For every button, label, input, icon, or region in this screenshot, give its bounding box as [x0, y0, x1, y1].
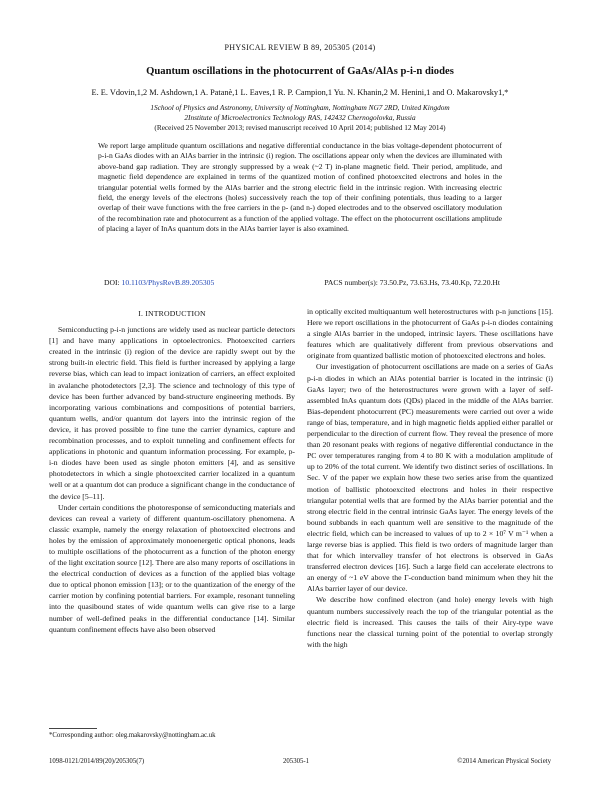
doi-link[interactable]: 10.1103/PhysRevB.89.205305 [121, 278, 215, 287]
left-column [49, 308, 295, 635]
affiliation-1: 1School of Physics and Astronomy, University of Nottingham, Nottingham NG7 2RD, United Kingdom [150, 103, 450, 112]
received-dates: (Received 25 November 2013; revised manuscript received 10 April 2014; published 12 May 2014) [154, 123, 446, 132]
footer-copyright: ©2014 American Physical Society [457, 758, 551, 765]
footer-issn: 1098-0121/2014/89(20)/205305(7) [49, 758, 145, 765]
paragraph: We describe how confined electron (and hole) energy levels with high quantum numbers successively reach the top of the triangular potential as the electric field is increased. This causes the tails of their Airy-type wave functions near the classical turning point of the potential to overlap strongly with the high [307, 595, 553, 649]
paragraph: in optically excited multiquantum well heterostructures with p-n junctions [15]. Here we report oscillations in the photocurrent of GaAs p-i-n diodes containing a single AlAs barrier in the undoped, intrinsic layers. These oscillations have features which are qualitatively different from previous observations and originate from quantized ballistic motion of photoexcited electrons and holes. [307, 307, 553, 361]
section-heading: I. INTRODUCTION [138, 309, 206, 318]
paragraph: Under certain conditions the photoresponse of semiconducting materials and devices can reveal a variety of different quantum-oscillatory phenomena. A classic example, namely the energy relaxation of photoexcited electrons and holes by the emission of approximately monoenergetic optical phonons, leads to multiple oscillations of the photocurrent as a function of the photon energy of the light excitation source [12]. There are also many reports of oscillations in the electrical conduction of devices as a function of the applied bias voltage due to optical phonon emission [13]; or to the quantization of the energy of the carrier motion by confining potential barriers. For example, resonant tunneling into the quasibound states of wide quantum wells can give rise to a large number of well-defined peaks in the differential conductance [14]. Similar quantum confinement effects have also been observed [49, 502, 295, 634]
right-column [307, 306, 553, 650]
paper-title: Quantum oscillations in the photocurrent of GaAs/AlAs p-i-n diodes [146, 66, 454, 77]
footnote: *Corresponding author: oleg.makarovsky@nottingham.ac.uk [49, 732, 216, 739]
footer-page-number: 205305-1 [283, 758, 310, 765]
doi-label: DOI: [104, 278, 120, 287]
paragraph: Our investigation of photocurrent oscillations are made on a series of GaAs p-i-n diodes in which an AlAs potential barrier is located in the intrinsic (i) GaAs layer; two of the heterostructures were grown with a layer of self-assembled InAs quantum dots (QDs) placed in the middle of the AlAs barrier. Bias-dependent photocurrent (PC) measurements were carried out over a wide range of bias, temperature, and in high magnetic fields applied either parallel or perpendicular to the direction of current flow. They reveal the presence of more than 20 resonant peaks with regions of negative differential conductance in the PC over temperatures ranging from 4 to 80 K with a modulation amplitude of up to 20% of the total current. We identify two distinct series of oscillations. In Sec. V of the paper we explain how these two series arise from the quantized motion of ballistic photoexcited electrons and holes in their respective triangular potential wells that are formed by the AlAs barrier potential and the strong electric field in the central intrinsic GaAs layer. The energy levels of the bound subbands in each quantum well are sensitive to the magnitude of the electric field, which can be increased to values of up to 2 × 10⁷ V m⁻¹ when a large reverse bias is applied. This field is two orders of magnitude larger than that for which intervalley transfer of hot electrons is observed in GaAs transferred electron devices [16]. Such a large field can accelerate electrons to an energy of ~1 eV above the Γ-conduction band minimum when they hit the AlAs barrier layer of our device. [307, 362, 553, 594]
page-footer [49, 758, 551, 768]
running-head: PHYSICAL REVIEW B 89, 205305 (2014) [224, 43, 376, 52]
affiliation-2: 2Institute of Microelectronics Technology RAS, 142432 Chernogolovka, Russia [184, 113, 416, 122]
doi-pacs-line [104, 278, 500, 287]
footnote-rule [49, 728, 97, 729]
author-list: E. E. Vdovin,1,2 M. Ashdown,1 A. Patanè,1 L. Eaves,1 R. P. Campion,1 Yu. N. Khanin,2 M. Henini,1 and O. Makarovsky1,* [91, 88, 509, 97]
pacs-numbers: PACS number(s): 73.50.Pz, 73.63.Hs, 73.40.Kp, 72.20.Ht [324, 278, 500, 287]
abstract: We report large amplitude quantum oscillations and negative differential conductance in the bias voltage-dependent photocurrent of p-i-n GaAs diodes with an AlAs barrier in the intrinsic (i) region. The oscillations appear only when the devices are illuminated with above-band gap radiation. They are strongly suppressed by a weak (~2 T) in-plane magnetic field. Their period, amplitude, and magnetic field dependence are explained in terms of the quantized motion of confined photoexcited electrons and holes in the triangular potential wells formed by the AlAs barrier and the strong electric field in the intrinsic region. With increasing electric field, the energy levels of the electrons (holes) successively reach the top of their confining potentials, thus leading to a larger overlap of their wave functions with the free carriers in the p- (and n-) doped electrodes and to the observed oscillatory modulation of the recombination rate and photocurrent as a function of the applied voltage. The effect on the photocurrent oscillations amplitude of placing a layer of InAs quantum dots in the AlAs barrier layer is also examined. [98, 141, 502, 234]
paragraph: Semiconducting p-i-n junctions are widely used as nuclear particle detectors [1] and have many applications in optoelectronics. Photoexcited carriers created in the intrinsic (i) region of the device are rapidly swept out by the strong built-in electric field. This field is further increased by applying a large reverse bias, which can lead to impact ionization of carriers, an effect exploited in avalanche photodetectors [2,3]. The science and technology of this type of device has been further advanced by band-structure engineering methods. By incorporating various combinations and compositions of potential barriers, quantum wells, and/or quantum dot layers into the intrinsic region of the device, it has proved possible to fine tune the carrier dynamics, capture and recombination processes, and to exploit tunneling and confinement effects for applications in photonic and quantum information processing. For example, p-i-n diodes have been used as single photon emitters [4], and as sensitive photodetectors in which a single photoexcited carrier localized in a quantum well or at a quantum dot can produce a significant change in the conductance of the device [5–11]. [49, 325, 295, 501]
